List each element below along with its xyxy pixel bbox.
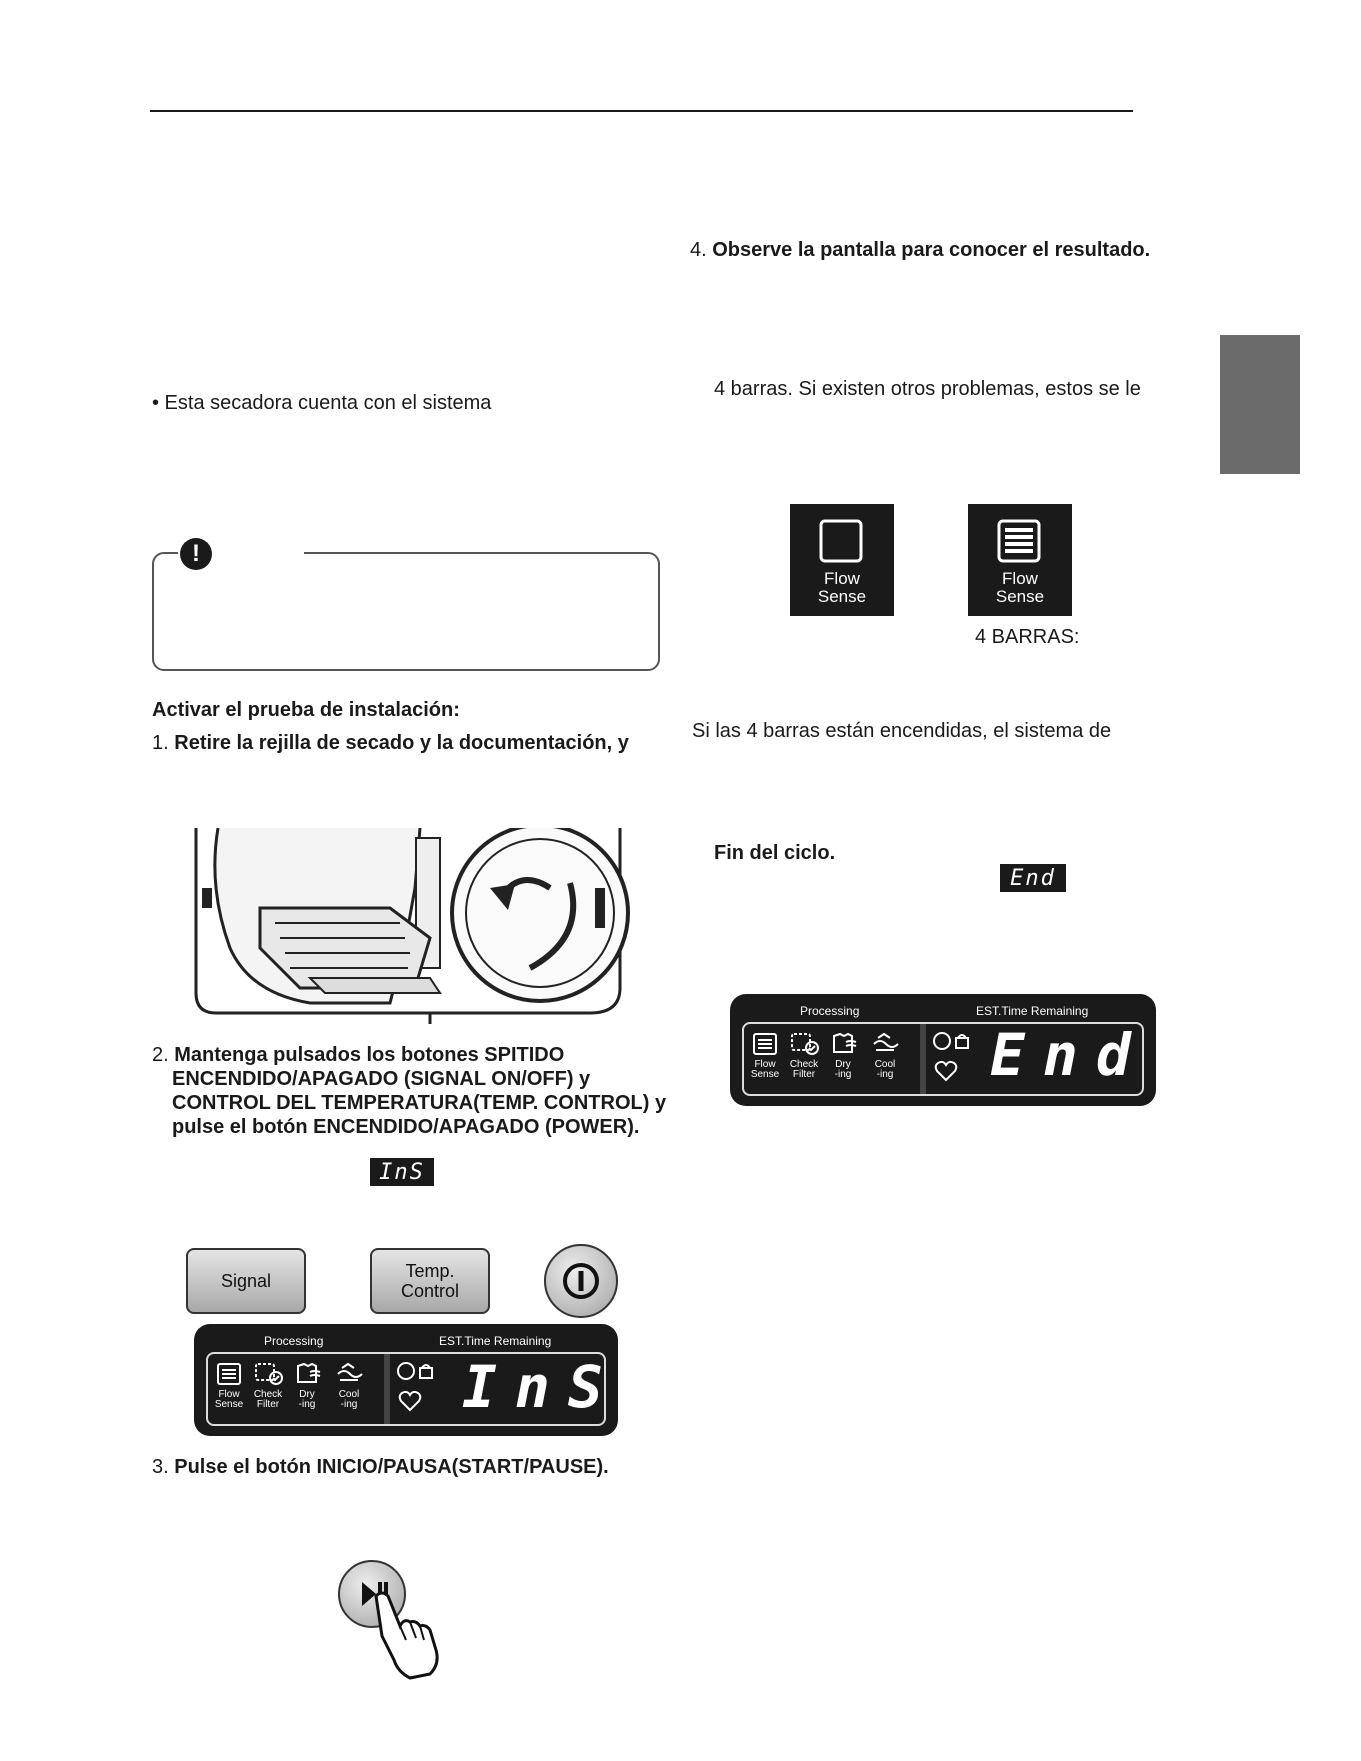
check-filter-icon-2 [790,1032,820,1056]
cooling-icon [334,1362,364,1386]
flow-sense-tile-off [790,504,894,616]
signal-label: Signal [220,1271,272,1291]
note-box [152,552,660,671]
bullet-line: • Esta secadora cuenta con el sistema [152,392,492,414]
temp-label-2: Control [400,1281,460,1301]
step2-line3: CONTROL DEL TEMPERATURA(TEMP. CONTROL) y [172,1092,667,1114]
end-heading: Fin del ciclo. [714,842,836,864]
flow-sense-label-2 [746,1060,784,1080]
step2-text-1: Mantenga pulsados los botones SPITIDO [174,1044,565,1066]
step3-num: 3. [152,1456,175,1478]
header-rule [150,110,1133,112]
step4-text: Observe la pantalla para conocer el resultado. [712,239,1151,261]
step4 [690,237,1150,263]
power-icon [546,1246,616,1316]
empty-square-icon [818,518,864,564]
time-remaining-label: EST.Time Remaining [439,1334,552,1348]
flow-sense-tile-bars-label [968,570,1072,606]
all-bars-line: Si las 4 barras están encendidas, el sistema de [692,720,1112,742]
fs-on-l2: Sense [995,587,1045,606]
step2-line4: pulse el botón ENCENDIDO/APAGADO (POWER). [172,1116,640,1138]
cooling-label-2 [868,1060,902,1080]
step2-line2: ENCENDIDO/APAGADO (SIGNAL ON/OFF) y [172,1068,591,1090]
dryer-illustration [190,828,630,1024]
flow-sense-2-l2: Sense [750,1069,780,1080]
cooling-2-l1: Cool [874,1059,896,1070]
temp-control-button[interactable] [370,1248,490,1314]
child-lock-icon [396,1360,436,1382]
drying-2-l1: Dry [835,1059,851,1070]
panel-divider [384,1354,390,1424]
check-filter-label-2 [784,1060,824,1080]
step2-num: 2. [152,1044,175,1066]
check-filter-l1: Check [253,1389,283,1400]
processing-label-2: Processing [800,1004,860,1018]
drying-2-l2: -ing [834,1069,852,1080]
check-filter-l2: Filter [256,1399,280,1410]
fs-off-l2: Sense [817,587,867,606]
signal-button[interactable] [186,1248,306,1314]
cooling-l2: -ing [340,1399,358,1410]
end-mini-display: End [1000,864,1066,892]
cooling-icon-2 [870,1032,900,1056]
flow-sense-label [210,1390,248,1410]
power-button[interactable] [544,1244,618,1318]
check-filter-label [248,1390,288,1410]
flow-sense-icon [216,1362,242,1386]
flow-sense-2-l1: Flow [754,1059,776,1070]
step3 [152,1454,609,1480]
fs-off-l1: Flow [824,569,860,588]
control-panel-ins [194,1324,621,1436]
panel-divider-2 [920,1024,926,1094]
drying-label-2 [826,1060,860,1080]
step1-text: Retire la rejilla de secado y la documentación, y [174,732,629,754]
temp-label-1: Temp. [405,1261,455,1281]
step4-num: 4. [690,239,713,261]
processing-label: Processing [264,1334,324,1348]
flow-sense-tile-off-label [790,570,894,606]
ins-mini-display: InS [370,1158,434,1186]
flow-sense-icon-2 [752,1032,778,1056]
drying-l1: Dry [299,1389,315,1400]
cooling-l1: Cool [338,1389,360,1400]
flow-sense-tile-bars [968,504,1072,616]
pointing-hand-icon [370,1590,446,1680]
cooling-2-l2: -ing [876,1069,894,1080]
heart-icon [398,1390,422,1412]
step2-line1 [152,1042,564,1068]
step3-text: Pulse el botón INICIO/PAUSA(START/PAUSE). [174,1456,609,1478]
check-filter-icon [254,1362,284,1386]
four-bars-icon [996,518,1042,564]
exclamation-icon: ! [180,538,212,570]
end-readout: End [990,1021,1149,1089]
drying-l2: -ing [298,1399,316,1410]
time-remaining-label-2: EST.Time Remaining [976,1004,1089,1018]
flow-sense-l1: Flow [218,1389,240,1400]
side-tab [1220,335,1300,474]
ins-readout: InS [462,1353,621,1421]
drying-label [290,1390,324,1410]
check-filter-2-l2: Filter [792,1069,816,1080]
section-heading: Activar el prueba de instalación: [152,699,460,721]
drying-icon [294,1362,324,1386]
fs-on-l1: Flow [1002,569,1038,588]
four-bars-caption: 4 BARRAS: [975,626,1080,648]
cooling-label [332,1390,366,1410]
heart-icon-2 [934,1060,958,1082]
check-filter-2-l1: Check [789,1059,819,1070]
bars-line: 4 barras. Si existen otros problemas, estos se le [714,378,1141,400]
step1-num: 1. [152,732,175,754]
drying-icon-2 [830,1032,860,1056]
step1 [152,730,629,756]
control-panel-end [730,994,1156,1106]
child-lock-icon-2 [932,1030,972,1052]
flow-sense-l2: Sense [214,1399,244,1410]
